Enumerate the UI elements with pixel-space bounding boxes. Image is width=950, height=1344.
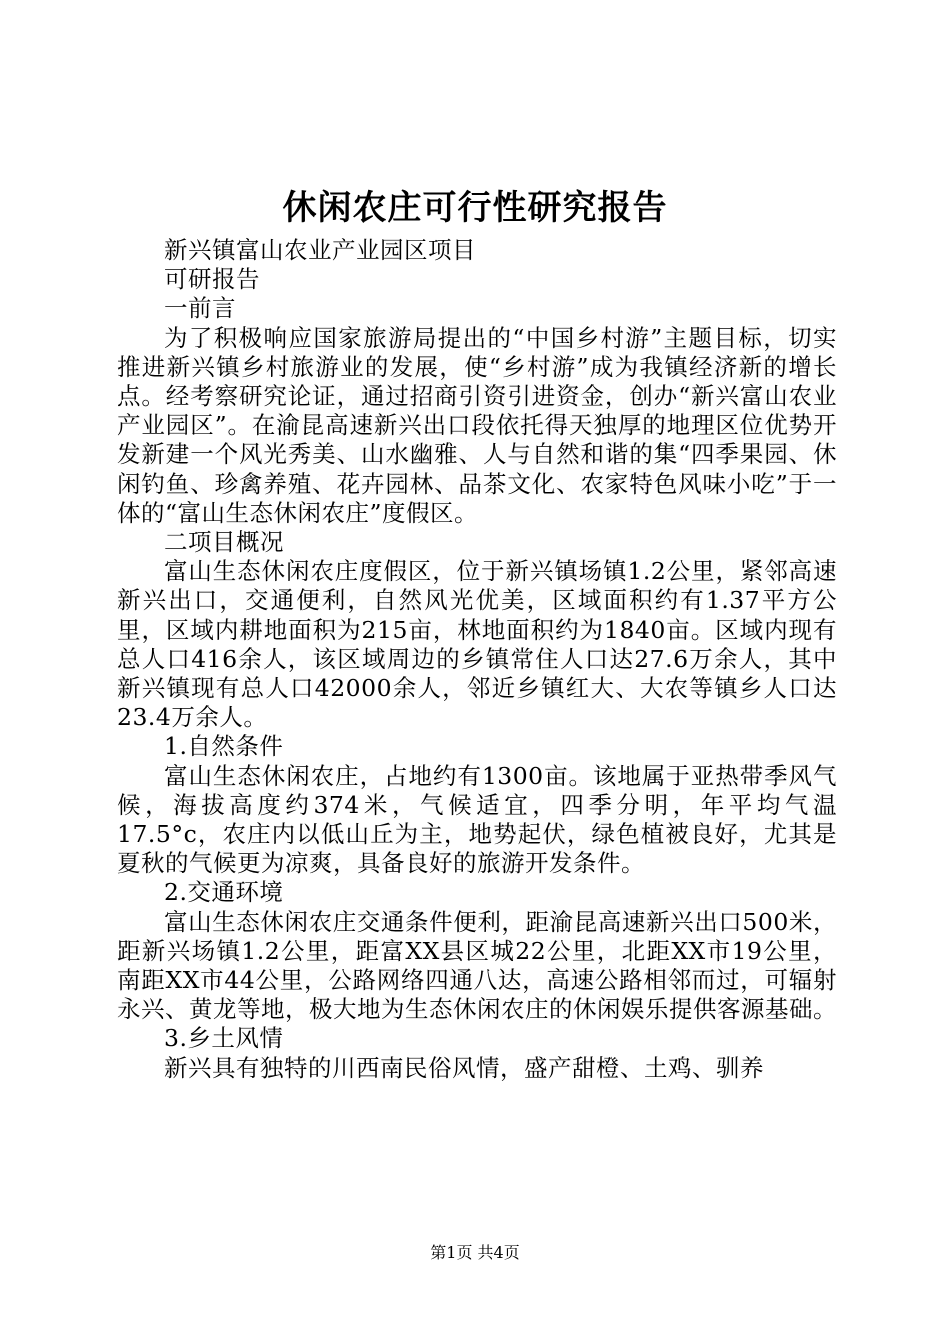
paragraph-preface: 为了积极响应国家旅游局提出的“中国乡村游”主题目标，切实推进新兴镇乡村旅游业的发展，使“乡村游”成为我镇经济新的增长点。经考察研究论证，通过招商引资引进资金，创办“新兴富山农业产业园区”。在渝昆高速新兴出口段依托得天独厚的地理区位优势开发新建一个风光秀美、山水幽雅、人与自然和谐的集“四季果园、休闲钓鱼、珍禽养殖、花卉园林、品茶文化、农家特色风味小吃”于一体的“富山生态休闲农庄”度假区。 <box>117 323 837 527</box>
paragraph-overview: 富山生态休闲农庄度假区，位于新兴镇场镇1.2公里，紧邻高速新兴出口，交通便利，自然风光优美，区域面积约有1.37平方公里，区域内耕地面积为215亩，林地面积约为1840亩。区域内现有总人口416余人，该区域周边的乡镇常住人口达27.6万余人，其中新兴镇现有总人口42000余人，邻近乡镇红大、大农等镇乡人口达23.4万余人。 <box>117 557 837 732</box>
subtitle-report: 可研报告 <box>164 265 260 294</box>
section-heading-preface: 一前言 <box>164 294 236 323</box>
paragraph-natural: 富山生态休闲农庄，占地约有1300亩。该地属于亚热带季风气候，海拔高度约374米，气候适宜，四季分明，年平均气温17.5°c，农庄内以低山丘为主，地势起伏，绿色植被良好，尤其是夏秋的气候更为凉爽，具备良好的旅游开发条件。 <box>117 761 837 878</box>
document-title: 休闲农庄可行性研究报告 <box>282 188 668 228</box>
section-heading-customs: 3.乡土风情 <box>164 1024 284 1053</box>
section-heading-traffic: 2.交通环境 <box>164 878 284 907</box>
paragraph-customs: 新兴具有独特的川西南民俗风情，盛产甜橙、土鸡、驯养 <box>164 1053 764 1082</box>
subtitle-project: 新兴镇富山农业产业园区项目 <box>164 236 476 264</box>
document-body <box>117 236 837 1083</box>
page-number-footer: 第1页 共4页 <box>430 1243 520 1262</box>
section-heading-natural: 1.自然条件 <box>164 732 284 761</box>
section-heading-overview: 二项目概况 <box>164 528 284 557</box>
paragraph-traffic: 富山生态休闲农庄交通条件便利，距渝昆高速新兴出口500米，距新兴场镇1.2公里，距富XX县区城22公里，北距XX市19公里，南距XX市44公里，公路网络四通八达，高速公路相邻而过，可辐射永兴、黄龙等地，极大地为生态休闲农庄的休闲娱乐提供客源基础。 <box>117 907 837 1024</box>
